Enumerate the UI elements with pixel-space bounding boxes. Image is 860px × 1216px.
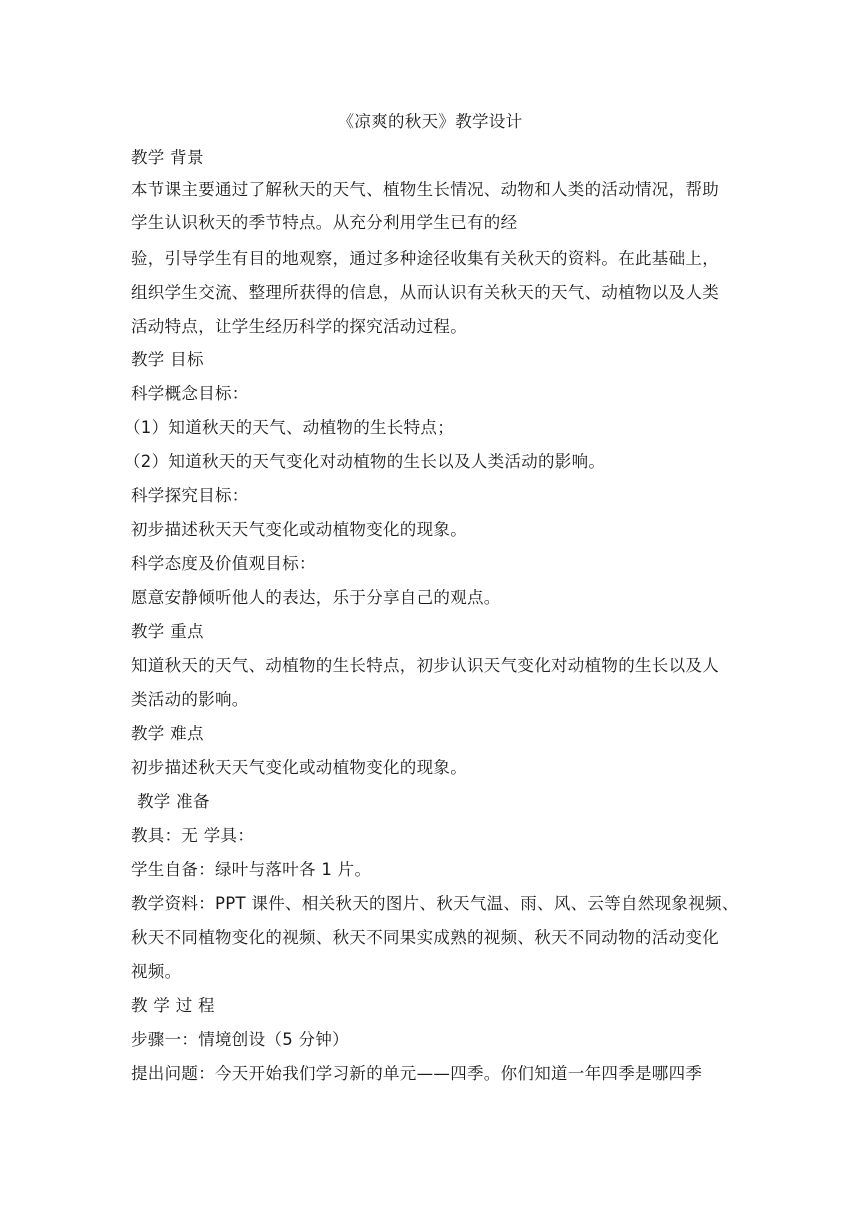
paragraph-line: 提出问题：今天开始我们学习新的单元——四季。你们知道一年四季是哪四季 [131, 1064, 703, 1083]
paragraph-line: 初步描述秋天天气变化或动植物变化的现象。 [131, 520, 467, 539]
paragraph-line: 类活动的影响。 [131, 690, 249, 709]
subheading: 科学探究目标： [131, 486, 249, 505]
document-title: 《凉爽的秋天》教学设计 [337, 112, 523, 131]
paragraph-line: 验，引导学生有目的地观察，通过多种途径收集有关秋天的资料。在此基础上， [131, 249, 719, 268]
paragraph-line: 视频。 [131, 962, 182, 981]
list-item: （1）知道秋天的天气、动植物的生长特点； [124, 418, 454, 437]
paragraph-line: 学生认识秋天的季节特点。从充分利用学生已有的经 [131, 213, 518, 232]
section-heading-key-points: 教学 重点 [131, 622, 204, 641]
paragraph-line: 知道秋天的天气、动植物的生长特点，初步认识天气变化对动植物的生长以及人 [131, 656, 719, 675]
section-heading-difficulties: 教学 难点 [131, 724, 204, 743]
list-item: （2）知道秋天的天气变化对动植物的生长以及人类活动的影响。 [124, 452, 606, 471]
subheading: 科学概念目标： [131, 384, 249, 403]
section-heading-goals: 教学 目标 [131, 350, 204, 369]
section-heading-preparation: 教学 准备 [137, 792, 210, 811]
paragraph-line: 教具：无 学具： [131, 826, 255, 845]
paragraph-line: 教学资料：PPT 课件、相关秋天的图片、秋天气温、雨、风、云等自然现象视频、 [131, 894, 739, 913]
paragraph-line: 组织学生交流、整理所获得的信息，从而认识有关秋天的天气、动植物以及人类 [131, 283, 719, 302]
paragraph-line: 初步描述秋天天气变化或动植物变化的现象。 [131, 758, 467, 777]
section-heading-process: 教 学 过 程 [131, 996, 215, 1015]
paragraph-line: 活动特点，让学生经历科学的探究活动过程。 [131, 317, 467, 336]
section-heading-background: 教学 背景 [131, 148, 204, 167]
paragraph-line: 步骤一：情境创设（5 分钟） [131, 1030, 349, 1049]
paragraph-line: 学生自备：绿叶与落叶各 1 片。 [131, 860, 372, 879]
subheading: 科学态度及价值观目标： [131, 554, 316, 573]
paragraph-line: 秋天不同植物变化的视频、秋天不同果实成熟的视频、秋天不同动物的活动变化 [131, 928, 719, 947]
paragraph-line: 本节课主要通过了解秋天的天气、植物生长情况、动物和人类的活动情况，帮助 [131, 180, 719, 199]
paragraph-line: 愿意安静倾听他人的表达，乐于分享自己的观点。 [131, 588, 501, 607]
